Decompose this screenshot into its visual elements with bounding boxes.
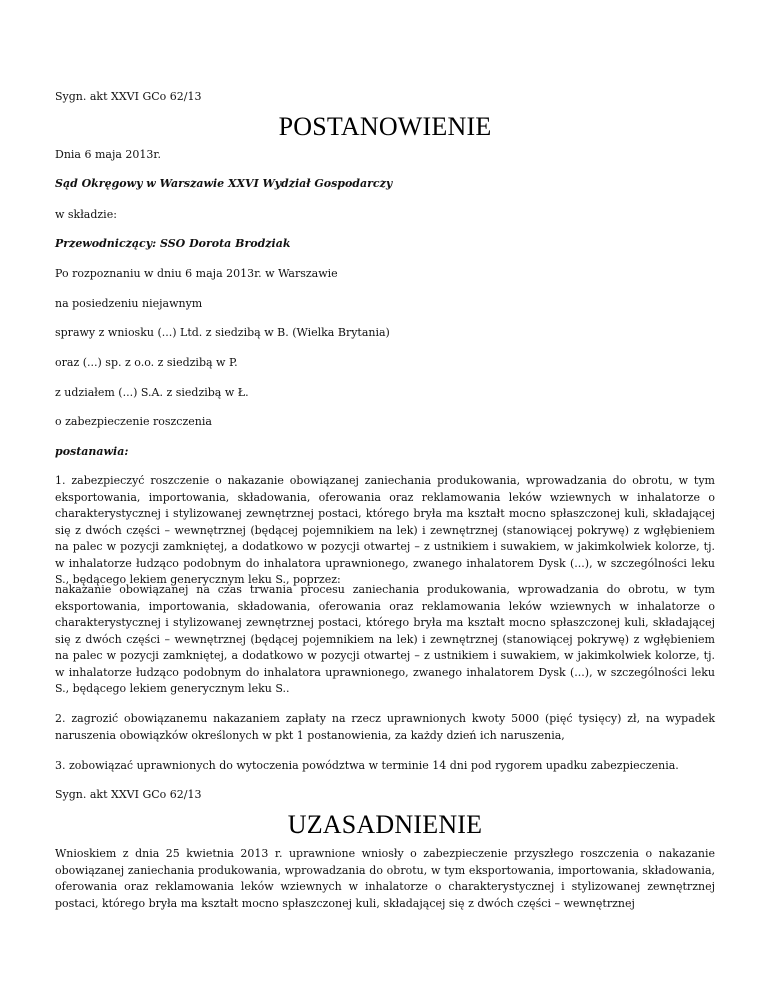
court-name: Sąd Okręgowy w Warszawie XXVI Wydział Gospodarczy (55, 177, 393, 190)
case-number: Sygn. akt XXVI GCo 62/13 (55, 90, 202, 103)
ruling-point-3: 3. zobowiązać uprawnionych do wytoczenia powództwa w terminie 14 dni pod rygorem upadku zabezpieczenia. (55, 759, 679, 772)
justification-case-number: Sygn. akt XXVI GCo 62/13 (55, 788, 202, 801)
justification-title: UZASADNIENIE (287, 810, 483, 839)
document-title: POSTANOWIENIE (278, 112, 492, 141)
ruling-point-1: 1. zabezpieczyć roszczenie o nakazanie obowiązanej zaniechania produkowania, wprowadzania do obrotu, w tym eksportowania, importowania, składowania, oferowania oraz reklamowania leków wziewnych w inhalatorze o charakterystycznej i stylizowanej zewnętrznej postaci, którego bryła ma kształt mocno spłaszczonej kuli, składającej się z dwóch części – wewnętrznej (będącej pojemnikiem na lek) i zewnętrznej (stanowiącej pokrywę) z wgłębieniem na palec w pozycji zamkniętej, a dodatkowo w pozycji otwartej – z ustnikiem i suwakiem, w jakimkolwiek kolorze, tj. w inhalatorze łudząco podobnym do inhalatora uprawnionego, zwanego inhalatorem Dysk (...), w szczególności leku S., będącego lekiem generycznym leku S., poprzez: (55, 474, 715, 586)
consideration-line: Po rozpoznaniu w dniu 6 maja 2013r. w Warszawie (55, 267, 338, 280)
participant-line: z udziałem (...) S.A. z siedzibą w Ł. (55, 386, 249, 399)
applicant-line: sprawy z wniosku (...) Ltd. z siedzibą w B. (Wielka Brytania) (55, 326, 390, 339)
composition-label: w składzie: (55, 208, 117, 221)
justification-body: Wnioskiem z dnia 25 kwietnia 2013 r. uprawnione wniosły o zabezpieczenie przyszłego roszczenia o nakazanie obowiązanej zaniechania produkowania, wprowadzania do obrotu, w tym eksportowania, importowania, składowania, oferowania oraz reklamowania leków wziewnych w inhalatorze o charakterystycznej i stylizowanej zewnętrznej postaci, którego bryła ma kształt mocno spłaszczonej kuli, składającej się z dwóch części – wewnętrznej (55, 847, 715, 910)
decision-date: Dnia 6 maja 2013r. (55, 148, 161, 161)
ruling-point-2: 2. zagrozić obowiązanemu nakazaniem zapłaty na rzecz uprawnionych kwoty 5000 (pięć tysięcy) zł, na wypadek naruszenia obowiązków określonych w pkt 1 postanowienia, za każdy dzień ich naruszenia, (55, 712, 715, 742)
session-type: na posiedzeniu niejawnym (55, 297, 203, 310)
presiding-judge: Przewodniczący: SSO Dorota Brodziak (55, 237, 291, 250)
decision-heading: postanawia: (55, 445, 129, 458)
co-applicant-line: oraz (...) sp. z o.o. z siedzibą w P. (55, 356, 238, 369)
ruling-point-1-continuation: nakazanie obowiązanej na czas trwania procesu zaniechania produkowania, wprowadzania do obrotu, w tym eksportowania, importowania, składowania, oferowania oraz reklamowania leków wziewnych w inhalatorze o charakterystycznej i stylizowanej zewnętrznej postaci, którego bryła ma kształt mocno spłaszczonej kuli, składającej się z dwóch części – wewnętrznej (będącej pojemnikiem na lek) i zewnętrznej (stanowiącej pokrywę) z wgłębieniem na palec w pozycji zamkniętej, a dodatkowo w pozycji otwartej – z ustnikiem i suwakiem, w jakimkolwiek kolorze, tj. w inhalatorze łudząco podobnym do inhalatora uprawnionego, zwanego inhalatorem Dysk (...), w szczególności leku S., będącego lekiem generycznym leku S.. (55, 583, 715, 695)
subject-line: o zabezpieczenie roszczenia (55, 415, 212, 428)
